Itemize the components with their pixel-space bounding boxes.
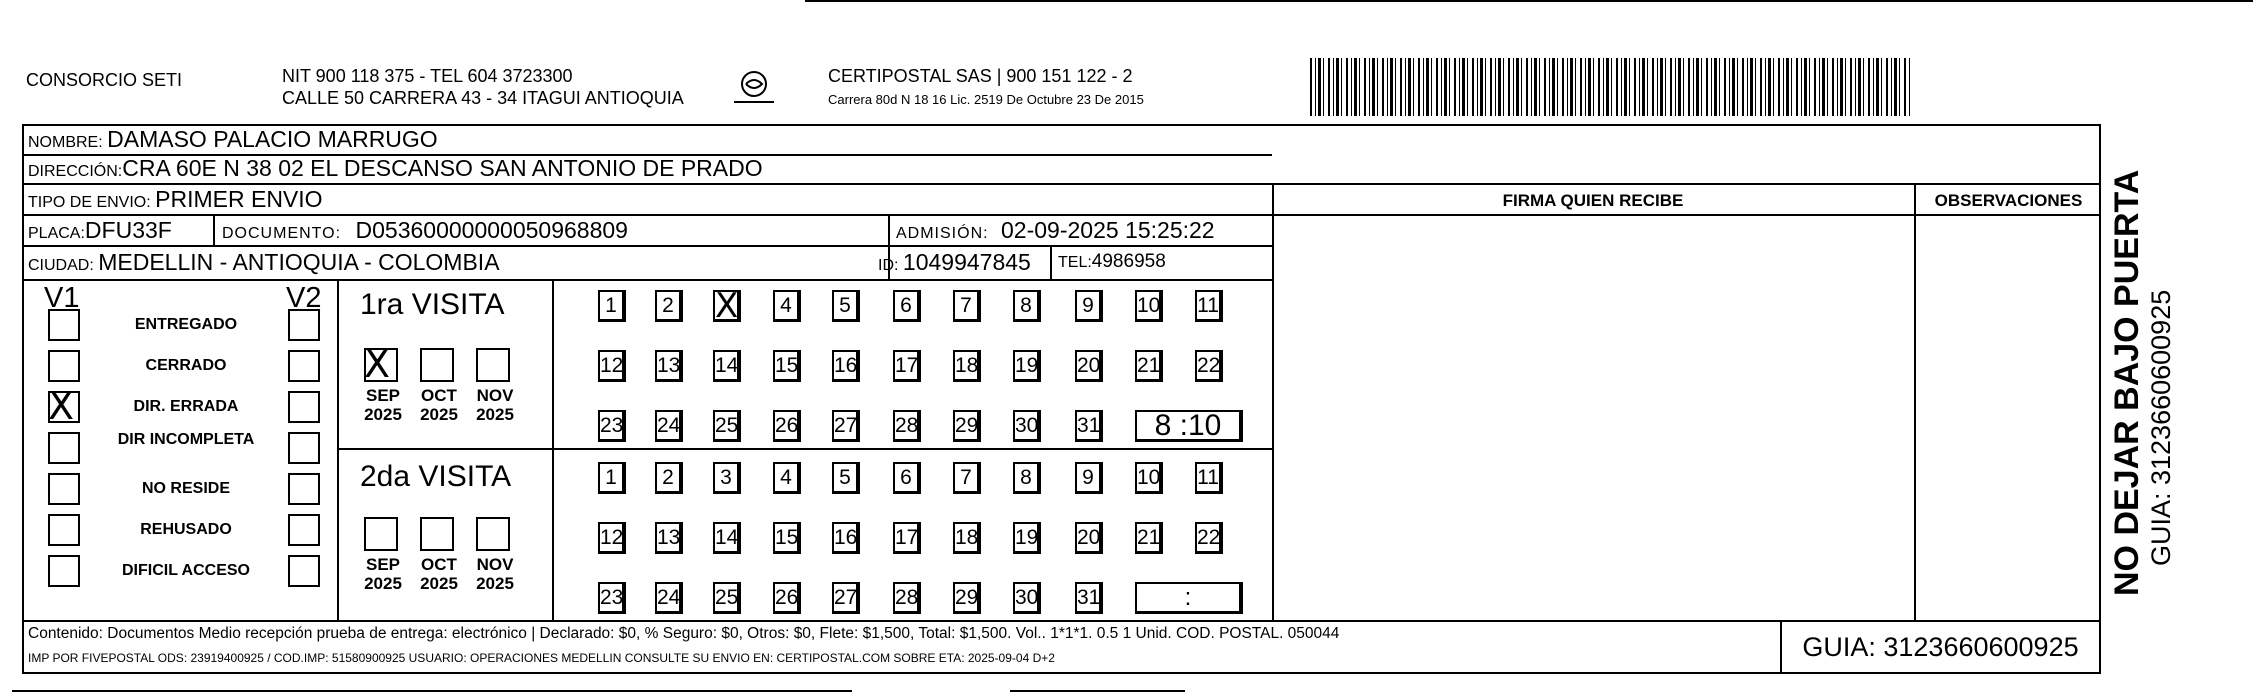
day-box[interactable] bbox=[713, 410, 741, 442]
day-box[interactable] bbox=[1195, 290, 1223, 322]
side-guia: GUIA: 3123660600925 bbox=[2146, 289, 2176, 566]
month-checkbox[interactable] bbox=[420, 517, 454, 551]
v1-checkbox[interactable] bbox=[48, 309, 80, 341]
status-option-label: CERRADO bbox=[145, 357, 227, 374]
day-box[interactable] bbox=[598, 582, 626, 614]
day-box[interactable] bbox=[1013, 462, 1041, 494]
v1-checkbox[interactable] bbox=[48, 384, 80, 428]
day-number: 5 bbox=[839, 294, 851, 317]
day-number: 12 bbox=[600, 354, 624, 377]
day-box[interactable] bbox=[773, 462, 801, 494]
day-number: 30 bbox=[1015, 414, 1039, 437]
day-number: 6 bbox=[900, 294, 912, 317]
day-number: 31 bbox=[1077, 586, 1101, 609]
admision-label: ADMISIÓN: bbox=[896, 225, 989, 242]
admision-value: 02-09-2025 15:25:22 bbox=[1001, 217, 1215, 243]
day-box[interactable] bbox=[713, 522, 741, 554]
day-number: 29 bbox=[955, 586, 979, 609]
id-cell bbox=[878, 249, 1031, 276]
tel-value: 4986958 bbox=[1091, 251, 1166, 272]
v1-check-mark: X bbox=[48, 384, 75, 428]
nombre-row bbox=[28, 126, 438, 153]
day-box[interactable] bbox=[1135, 350, 1163, 382]
day-number: 5 bbox=[839, 466, 851, 489]
day-number: 9 bbox=[1082, 466, 1094, 489]
day-box[interactable] bbox=[1075, 290, 1103, 322]
day-box[interactable] bbox=[953, 462, 981, 494]
side-warning: NO DEJAR BAJO PUERTA bbox=[2108, 169, 2146, 596]
day-number: 2 bbox=[662, 294, 674, 317]
day-number: 24 bbox=[657, 586, 681, 609]
documento-value: D05360000000050968809 bbox=[355, 217, 628, 243]
day-box[interactable] bbox=[1075, 462, 1103, 494]
day-box[interactable] bbox=[1195, 350, 1223, 382]
day-number: 18 bbox=[955, 354, 979, 377]
day-number: 27 bbox=[834, 414, 858, 437]
month-check-mark: X bbox=[364, 342, 391, 386]
firma-area[interactable] bbox=[1276, 218, 1912, 618]
day-box[interactable] bbox=[655, 350, 683, 382]
day-number: 8 bbox=[1020, 466, 1032, 489]
status-option-label: DIR. ERRADA bbox=[133, 398, 239, 415]
barcode bbox=[1310, 58, 1910, 116]
day-number: 3 bbox=[720, 466, 732, 489]
day-number: 25 bbox=[715, 586, 739, 609]
day-number: 28 bbox=[895, 414, 919, 437]
v2-label: V2 bbox=[286, 282, 322, 314]
day-number: 17 bbox=[895, 354, 919, 377]
observaciones-label: OBSERVACIONES bbox=[1934, 191, 2083, 210]
day-number: 27 bbox=[834, 586, 858, 609]
month-label: OCT 2025 bbox=[420, 386, 458, 424]
v1-checkbox[interactable] bbox=[48, 555, 80, 587]
day-number: 23 bbox=[600, 586, 624, 609]
nit-line: NIT 900 118 375 - TEL 604 3723300 bbox=[282, 66, 573, 86]
day-number: 19 bbox=[1015, 354, 1039, 377]
day-number: 14 bbox=[715, 526, 739, 549]
v2-checkbox[interactable] bbox=[288, 432, 320, 464]
day-box[interactable] bbox=[832, 582, 860, 614]
tipo-label: TIPO DE ENVIO: bbox=[28, 194, 151, 211]
tipo-value: PRIMER ENVIO bbox=[155, 186, 323, 212]
placa-label: PLACA: bbox=[28, 225, 85, 242]
day-box[interactable] bbox=[1135, 290, 1163, 322]
day-box[interactable] bbox=[773, 350, 801, 382]
day-box[interactable] bbox=[713, 350, 741, 382]
direccion-value: CRA 60E N 38 02 EL DESCANSO SAN ANTONIO DE PRADO bbox=[122, 155, 763, 181]
day-box[interactable] bbox=[1013, 290, 1041, 322]
day-box[interactable] bbox=[713, 462, 741, 494]
day-box[interactable] bbox=[773, 290, 801, 322]
day-box[interactable] bbox=[773, 410, 801, 442]
courier-line2: Carrera 80d N 18 16 Lic. 2519 De Octubre 23 De 2015 bbox=[828, 92, 1144, 107]
admision-cell bbox=[896, 217, 1215, 244]
bottom-rule-left bbox=[12, 690, 852, 692]
day-box[interactable] bbox=[893, 350, 921, 382]
month-checkbox[interactable] bbox=[476, 348, 510, 382]
day-box[interactable] bbox=[1075, 582, 1103, 614]
day-box[interactable] bbox=[1013, 522, 1041, 554]
month-label: OCT 2025 bbox=[420, 555, 458, 593]
month-label: NOV 2025 bbox=[476, 386, 514, 424]
day-box[interactable] bbox=[953, 582, 981, 614]
v1-label: V1 bbox=[44, 282, 80, 314]
day-box[interactable] bbox=[893, 410, 921, 442]
direccion-row bbox=[28, 155, 763, 182]
day-box[interactable] bbox=[953, 410, 981, 442]
v2-checkbox[interactable] bbox=[288, 391, 320, 423]
day-box[interactable] bbox=[832, 462, 860, 494]
day-box[interactable] bbox=[1075, 410, 1103, 442]
day-number: 13 bbox=[657, 354, 681, 377]
day-number: 11 bbox=[1197, 466, 1219, 489]
day-number: 20 bbox=[1077, 526, 1101, 549]
day-number: 1 bbox=[605, 294, 617, 317]
day-box[interactable] bbox=[598, 290, 626, 322]
day-number: 10 bbox=[1137, 466, 1161, 489]
day-box[interactable] bbox=[832, 410, 860, 442]
day-number: 12 bbox=[600, 526, 624, 549]
day-number: 28 bbox=[895, 586, 919, 609]
day-box[interactable] bbox=[1013, 582, 1041, 614]
v2-checkbox[interactable] bbox=[288, 514, 320, 546]
day-number: 13 bbox=[657, 526, 681, 549]
day-box[interactable] bbox=[953, 350, 981, 382]
day-number: 4 bbox=[780, 466, 792, 489]
visit2-title: 2da VISITA bbox=[360, 460, 512, 493]
day-number: 1 bbox=[605, 466, 617, 489]
nombre-label: NOMBRE: bbox=[28, 134, 103, 151]
tel-label: TEL: bbox=[1058, 254, 1092, 271]
month-label: SEP 2025 bbox=[364, 386, 402, 424]
top-rule bbox=[805, 0, 2253, 2]
v2-checkbox[interactable] bbox=[288, 473, 320, 505]
day-number: 23 bbox=[600, 414, 624, 437]
footer-contenido: Contenido: Documentos Medio recepción prueba de entrega: electrónico | Declarado: $0, % Seguro: $0, Otros: $0, Flete: $1,500, Total: $1,500. Vol.. 1*1*1. 0.5 1 Unid. COD. POSTAL. 050044 bbox=[28, 625, 1340, 642]
month-label: NOV 2025 bbox=[476, 555, 514, 593]
bottom-rule-right bbox=[1010, 690, 1185, 692]
month-checkbox[interactable] bbox=[476, 517, 510, 551]
footer-guia: GUIA: 3123660600925 bbox=[1802, 632, 2079, 662]
day-number: 29 bbox=[955, 414, 979, 437]
status-option-label: DIR INCOMPLETA bbox=[117, 431, 255, 448]
day-box[interactable] bbox=[1195, 462, 1223, 494]
tel-cell bbox=[1058, 251, 1166, 273]
day-box[interactable] bbox=[773, 522, 801, 554]
v1-checkbox[interactable] bbox=[48, 350, 80, 382]
day-box[interactable] bbox=[893, 582, 921, 614]
footer-imp: IMP POR FIVEPOSTAL ODS: 23919400925 / COD.IMP: 51580900925 USUARIO: OPERACIONES MEDELLIN CONSULTE SU ENVIO EN: CERTIPOSTAL.COM SOBRE ETA: 2025-09-04 D+2 bbox=[28, 651, 1055, 665]
status-option-label: NO RESIDE bbox=[141, 480, 230, 497]
day-box[interactable] bbox=[1013, 350, 1041, 382]
tipo-row bbox=[28, 186, 323, 213]
day-box[interactable] bbox=[832, 350, 860, 382]
v1-checkbox[interactable] bbox=[48, 473, 80, 505]
day-number: 2 bbox=[662, 466, 674, 489]
placa-value: DFU33F bbox=[84, 217, 172, 243]
day-number: 7 bbox=[960, 466, 972, 489]
day-box[interactable] bbox=[655, 290, 683, 322]
day-box[interactable] bbox=[598, 462, 626, 494]
day-box[interactable] bbox=[953, 290, 981, 322]
day-number: 25 bbox=[715, 414, 739, 437]
day-box[interactable] bbox=[773, 582, 801, 614]
firma-label: FIRMA QUIEN RECIBE bbox=[1502, 191, 1684, 210]
day-box[interactable] bbox=[832, 290, 860, 322]
day-number: 20 bbox=[1077, 354, 1101, 377]
day-box[interactable] bbox=[655, 522, 683, 554]
day-number: 16 bbox=[834, 526, 858, 549]
month-checkbox[interactable] bbox=[364, 517, 398, 551]
day-number: 26 bbox=[775, 586, 799, 609]
observaciones-area[interactable] bbox=[1918, 218, 2099, 618]
day-box[interactable] bbox=[1135, 462, 1163, 494]
side-text bbox=[2108, 170, 2176, 596]
status-option-label: REHUSADO bbox=[140, 521, 232, 538]
day-box[interactable] bbox=[893, 462, 921, 494]
id-label: ID: bbox=[878, 257, 899, 274]
day-box[interactable] bbox=[655, 582, 683, 614]
month-label: SEP 2025 bbox=[364, 555, 402, 593]
day-number: 30 bbox=[1015, 586, 1039, 609]
direccion-label: DIRECCIÓN: bbox=[28, 163, 123, 180]
month-checkbox[interactable] bbox=[420, 348, 454, 382]
month-checkbox[interactable] bbox=[364, 342, 398, 386]
v2-checkbox[interactable] bbox=[288, 309, 320, 341]
day-number: 18 bbox=[955, 526, 979, 549]
id-value: 1049947845 bbox=[902, 249, 1031, 275]
day-box[interactable] bbox=[1075, 350, 1103, 382]
documento-label: DOCUMENTO: bbox=[222, 225, 342, 242]
day-box[interactable] bbox=[598, 350, 626, 382]
day-number: 22 bbox=[1197, 526, 1221, 549]
status-option-label: DIFICIL ACCESO bbox=[121, 562, 250, 579]
day-number: 21 bbox=[1137, 354, 1161, 377]
day-box[interactable] bbox=[598, 410, 626, 442]
ciudad-label: CIUDAD: bbox=[28, 257, 94, 274]
day-number: 19 bbox=[1015, 526, 1039, 549]
day-number: 26 bbox=[775, 414, 799, 437]
day-number: 7 bbox=[960, 294, 972, 317]
day-box[interactable] bbox=[893, 290, 921, 322]
day-box[interactable] bbox=[713, 286, 741, 326]
day-number: 21 bbox=[1137, 526, 1161, 549]
documento-cell bbox=[222, 217, 628, 244]
day-box[interactable] bbox=[655, 462, 683, 494]
placa-cell bbox=[28, 217, 172, 244]
courier-line1: CERTIPOSTAL SAS | 900 151 122 - 2 bbox=[828, 66, 1133, 86]
address-line: CALLE 50 CARRERA 43 - 34 ITAGUI ANTIOQUIA bbox=[282, 88, 684, 108]
ciudad-cell bbox=[28, 249, 500, 276]
visit1-title: 1ra VISITA bbox=[360, 288, 505, 321]
time-box[interactable]: : bbox=[1135, 582, 1243, 614]
ciudad-value: MEDELLIN - ANTIOQUIA - COLOMBIA bbox=[98, 249, 500, 275]
time-box[interactable]: 8 :10 bbox=[1135, 410, 1243, 442]
day-number: 6 bbox=[900, 466, 912, 489]
day-number: 22 bbox=[1197, 354, 1221, 377]
day-box[interactable] bbox=[953, 522, 981, 554]
day-number: 16 bbox=[834, 354, 858, 377]
v1-checkbox[interactable] bbox=[48, 514, 80, 546]
day-number: 11 bbox=[1197, 294, 1219, 317]
courier-logo-icon bbox=[730, 68, 778, 108]
day-box[interactable] bbox=[893, 522, 921, 554]
v2-checkbox[interactable] bbox=[288, 350, 320, 382]
day-number: 24 bbox=[657, 414, 681, 437]
day-check-mark: X bbox=[715, 286, 739, 326]
day-number: 15 bbox=[775, 354, 799, 377]
v2-checkbox[interactable] bbox=[288, 555, 320, 587]
day-number: 31 bbox=[1077, 414, 1101, 437]
day-box[interactable] bbox=[832, 522, 860, 554]
day-number: 4 bbox=[780, 294, 792, 317]
day-number: 15 bbox=[775, 526, 799, 549]
nombre-value: DAMASO PALACIO MARRUGO bbox=[107, 126, 438, 152]
day-number: 10 bbox=[1137, 294, 1161, 317]
day-box[interactable] bbox=[1013, 410, 1041, 442]
day-box[interactable] bbox=[1195, 522, 1223, 554]
company-name: CONSORCIO SETI bbox=[26, 70, 183, 90]
day-number: 17 bbox=[895, 526, 919, 549]
day-number: 9 bbox=[1082, 294, 1094, 317]
status-option-label: ENTREGADO bbox=[134, 316, 238, 333]
day-box[interactable] bbox=[713, 582, 741, 614]
day-box[interactable] bbox=[1075, 522, 1103, 554]
v1-checkbox[interactable] bbox=[48, 432, 80, 464]
day-box[interactable] bbox=[598, 522, 626, 554]
day-box[interactable] bbox=[655, 410, 683, 442]
day-number: 14 bbox=[715, 354, 739, 377]
day-box[interactable] bbox=[1135, 522, 1163, 554]
day-number: 8 bbox=[1020, 294, 1032, 317]
